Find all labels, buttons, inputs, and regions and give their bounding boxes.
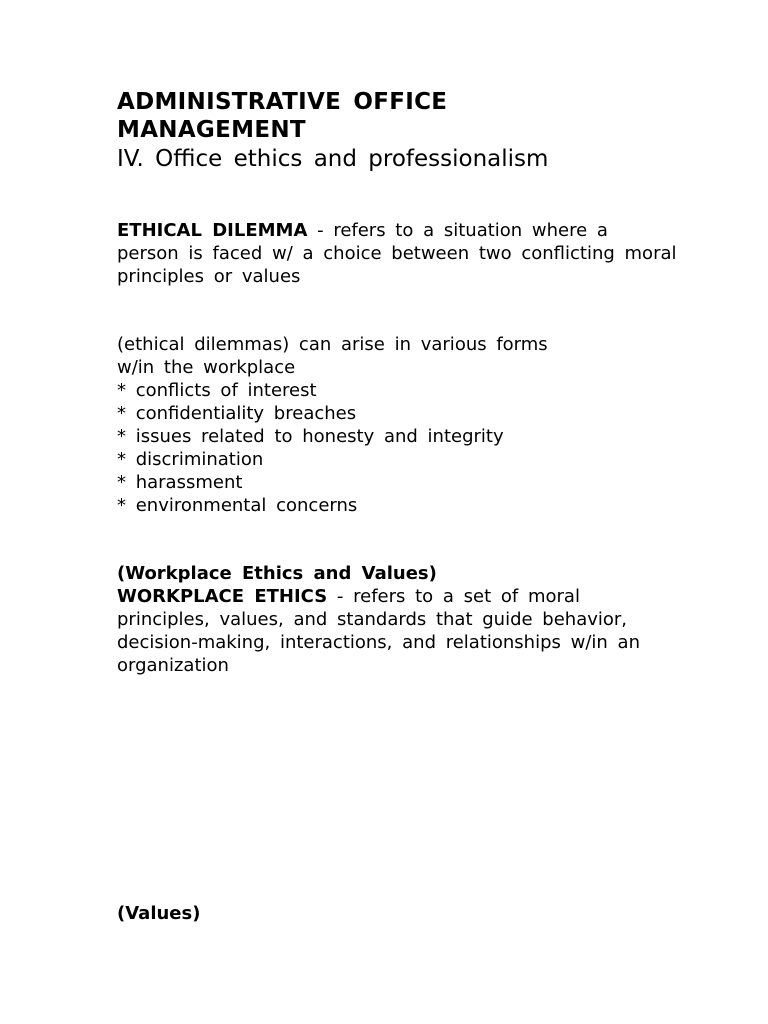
- workplace-ethics-text: - refers to a set of moral principles, values, and standards that guide behavior, decision-making, interactions, and relationships w/in an organization: [117, 586, 640, 676]
- document-page: [117, 88, 677, 925]
- ethical-dilemma-text: - refers to a situation where a person is faced w/ a choice between two conflicting moral principles or values: [117, 220, 677, 287]
- workplace-ethics-section: [117, 562, 677, 677]
- document-subtitle: IV. Office ethics and professionalism: [117, 146, 549, 172]
- list-item: * issues related to honesty and integrity: [117, 426, 504, 447]
- ethical-dilemma-term: ETHICAL DILEMMA: [117, 220, 308, 241]
- list-item: * conflicts of interest: [117, 380, 317, 401]
- forms-intro-line-1: (ethical dilemmas) can arise in various forms: [117, 334, 548, 355]
- list-item: * environmental concerns: [117, 495, 358, 516]
- values-heading: (Values): [117, 903, 201, 924]
- forms-intro: [117, 333, 677, 379]
- title-line-1: ADMINISTRATIVE OFFICE: [117, 89, 448, 115]
- list-item: * confidentiality breaches: [117, 403, 357, 424]
- forms-intro-line-2: w/in the workplace: [117, 357, 296, 378]
- dilemma-forms-list: [117, 379, 677, 517]
- list-item: * harassment: [117, 472, 243, 493]
- dilemma-forms-section: [117, 333, 677, 517]
- ethical-dilemma-definition: [117, 219, 677, 288]
- workplace-ethics-definition: [117, 585, 677, 677]
- list-item: * discrimination: [117, 449, 264, 470]
- workplace-ethics-heading: (Workplace Ethics and Values): [117, 563, 437, 584]
- workplace-ethics-term: WORKPLACE ETHICS: [117, 586, 328, 607]
- document-title: [117, 88, 677, 144]
- title-line-2: MANAGEMENT: [117, 117, 306, 143]
